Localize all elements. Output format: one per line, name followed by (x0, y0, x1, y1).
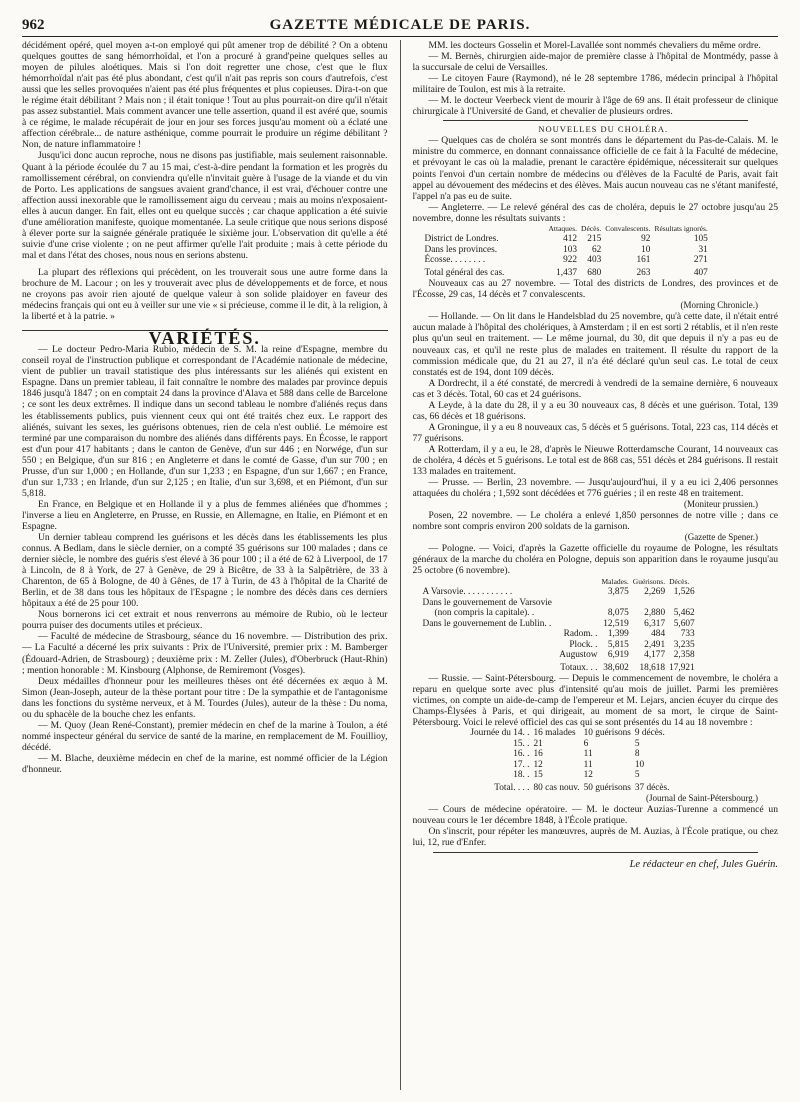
table-cell: 3,235 (673, 639, 695, 650)
editor-signature: Le rédacteur en chef, Jules Guérin. (629, 859, 779, 871)
paragraph: — Prusse. — Berlin, 23 novembre. — Jusqu'aujourd'hui, il y a eu ici 2,406 personnes attaquées du choléra ; 1,592 sont décédées et 776 guéries ; il en reste 48 en traitement. (412, 477, 779, 500)
column-header: Attaques. (548, 223, 578, 233)
column-header: Décès. (669, 576, 690, 586)
table-cell: 12 (533, 759, 543, 770)
table-cell: 80 cas nouv. (533, 782, 580, 793)
row-label: 17. . (513, 759, 530, 770)
paragraph: — M. Blache, deuxième médecin en chef de la marine, est nommé officier de la Légion d'honneur. (22, 752, 388, 775)
source-citation: (Moniteur prussien.) (684, 499, 759, 510)
table-total-row (423, 266, 710, 279)
table-cell: 1,437 (556, 267, 578, 278)
paragraph: On s'inscrit, pour répéter les manœuvres, auprès de M. Auzias, à l'École pratique, ou chez lui, 12, rue d'Enfer. (412, 826, 779, 849)
table-row (421, 587, 697, 598)
row-label: 16. . (513, 749, 530, 760)
source-citation: (Gazette de Spener.) (684, 532, 759, 543)
table-cell: 10 (641, 244, 651, 255)
source-citation: (Morning Chronicle.) (680, 300, 759, 311)
table-cell: 10 (634, 759, 645, 770)
table-row (421, 619, 697, 630)
table-cell: 50 guérisons (583, 782, 631, 793)
paragraph: — M. Quoy (Jean René-Constant), premier médecin en chef de la marine à Toulon, a été nommé inspecteur général du service de santé de la marine, en remplacement de M. Fouillioy, décédé. (22, 719, 388, 753)
table-cell: 922 (563, 255, 578, 266)
table-cell: 2,358 (673, 650, 695, 661)
paragraph: En France, en Belgique et en Hollande il y a plus de femmes aliénées que d'hommes ; l'inverse a lieu en Angleterre, en Prusse, en Russie, en Allemagne, en Italie, en Piémont et en Espagne. (22, 498, 388, 532)
paragraph: décidément opéré, quel moyen a-t-on employé qui pût amener trop de débilité ? On a obtenu quelques gouttes de sang hémorrhoïdal, et l'on a procuré à grand'peine quelques selles au moyen de pilules aloétiques. Mais si l'on doit regretter une chose, c'est que le flux hémorrhoïdal n'ait pas été plus abondant, c'est qu'il n'ait pas repris son cours d'autrefois, c'est aussi que les selles provoquées n'aient pas été plus fréquentes et plus copieuses. Dira-t-on que le régime était débilitant ? Mais non ; il était tonique ! Tout au plus pourrait-on dire qu'il n'était pas assez substantiel. Mais comment avancer une telle assertion, quand il est avéré que, soumis à ce régime, le malade récupérait de jour en jour ses forces jusqu'au moment où a éclaté une affection cérébrale... de nature asthénique, comme pourrait le produire un régime débilitant ? Non, de nature inflammatoire ! (22, 40, 388, 151)
table-cell: 16 malades (533, 728, 576, 739)
table-cell: 1,526 (673, 587, 695, 598)
table-cell: 62 (591, 244, 602, 255)
paragraph: — Hollande. — On lit dans le Handelsblad du 25 novembre, qu'à cette date, il n'était entré aucun malade à l'hôpital des cholériques, à Amsterdam ; il en est sorti 2 rétablis, et il n'en reste plus qu'un seul en traitement. — Le même journal, du 30, dit que depuis il n'y a pas eu de nouveaux cas, et qu'il ne reste plus de malades en traitement. Il résulte du rapport de la commission médicale que, du 21 au 27, il n'a été déclaré qu'un seul cas. Le total de ceux constatés est de 194, dont 109 décès. (412, 311, 779, 378)
poland-table (421, 577, 697, 674)
table-cell: 18,618 (639, 662, 666, 673)
table-row (443, 739, 672, 750)
table-cell: 21 (533, 738, 543, 749)
divider (433, 852, 759, 853)
russia-table (443, 728, 672, 793)
table-cell: 11 (583, 749, 593, 760)
row-label: Journée du 14. . (470, 728, 530, 739)
table-cell (631, 598, 667, 609)
table-cell: 9 décès. (634, 728, 665, 739)
table-cell: 263 (636, 267, 651, 278)
table-cell: 5,607 (673, 618, 695, 629)
column-separator (400, 40, 401, 1090)
table-cell: 10 guérisons (583, 728, 631, 739)
table-cell: 92 (641, 234, 651, 245)
table-cell (667, 598, 697, 609)
paragraph: — Russie. — Saint-Pétersbourg. — Depuis le commencement de novembre, le choléra a reparu en quelque sorte avec plus d'intensité qu'au mois de juillet. Parmi les premières victimes, on compte un aide-de-camp de l'empereur et M. Lejars, ancien écuyer du cirque des Champs-Élysées à Paris, et qui dirigeait, au moment de sa mort, le cirque de Saint-Pétersbourg. Voici le relevé officiel des cas qui se sont présentés du 14 au 18 novembre : (412, 673, 779, 729)
table-cell: 161 (636, 255, 651, 266)
table-total-row (421, 661, 697, 674)
left-column (22, 40, 388, 1090)
column-header: Décès. (581, 223, 602, 233)
table-row (443, 749, 672, 760)
paragraph: A Groningue, il y a eu 8 nouveaux cas, 5 décès et 5 guérisons. Total, 223 cas, 114 décès et 77 guérisons. (412, 421, 779, 444)
row-label: Totaux. . . (560, 662, 598, 673)
paragraph: Nouveaux cas au 27 novembre. — Total des districts de Londres, des provinces et de l'Écosse, 29 cas, 14 décès et 7 convalescents. (412, 278, 779, 301)
row-label: Total général des cas. (424, 267, 505, 278)
section-title-cholera: NOUVELLES DU CHOLÉRA. (538, 124, 669, 135)
right-column (413, 40, 779, 1090)
divider (443, 120, 749, 121)
table-cell (600, 598, 631, 609)
table-cell: 680 (587, 267, 602, 278)
page-number: 962 (22, 17, 45, 33)
paragraph: — M. le docteur Veerbeck vient de mourir à l'âge de 69 ans. Il était professeur de clinique chirurgicale à l'Université de Gand, et chevalier de plusieurs ordres. (412, 95, 779, 118)
paragraph: A Rotterdam, il y a eu, le 28, d'après le Nieuwe Rotterdamsche Courant, 14 nouveaux cas de choléra, 4 décès et 5 guérisons. Le total est de 868 cas, 551 décès et 284 guérisons. Il restait 133 malades en traitement. (412, 443, 779, 478)
paragraph: — Faculté de médecine de Strasbourg, séance du 16 novembre. — Distribution des prix. — La Faculté a décerné les prix suivants : Prix de l'Université, premier prix : M. Bamberger (Édouard-Adrien, de Strasbourg) ; deuxième prix : M. Zeller (Jules), d'Oberbruck (Haut-Rhin) ; mention honorable : M. Kinsbourg (Alphonse, de Remiremont (Vosges). (22, 631, 388, 676)
table-cell: 12 (583, 770, 593, 781)
table-cell: 733 (680, 629, 695, 640)
journal-title: GAZETTE MÉDICALE DE PARIS. (269, 17, 531, 33)
paragraph: MM. les docteurs Gosselin et Morel-Lavallée sont nommés chevaliers du même ordre. (428, 40, 761, 51)
table-row (443, 728, 672, 739)
paragraph: — Le citoyen Faure (Raymond), né le 28 septembre 1786, médecin principal à l'hôpital militaire de Toulon, est mis à la retraite. (412, 73, 779, 96)
table-row (423, 245, 710, 256)
row-label: Radom. . (563, 629, 598, 640)
table-cell: 6,317 (644, 618, 666, 629)
table-cell: 215 (587, 234, 602, 245)
table-cell: 407 (693, 267, 708, 278)
table-row (421, 629, 697, 640)
paragraph: — Le docteur Pedro-Maria Rubio, médecin de S. M. la reine d'Espagne, membre du conseil royal de l'instruction publique et correspondant de l'Académie nationale de médecine, vient de publier un travail statistique des plus intéressants sur les aliénés qui existent en Espagne. Dans un premier tableau, il fait connaître le nombre des malades par province depuis 1846 jusqu'à 1847 ; on en comptait 24 dans la province d'Alava et 588 dans celle de Barcelone ; ce sont les deux extrêmes. Il indique dans un second tableau le nombre d'aliénés reçus dans les établissements publics, puis viennent ceux qui ont été traités chez eux. Le rapport des aliénés, suivant les sexes, les guérisons obtenues, rien de cela n'est oublié. Le mémoire est terminé par une comparaison du nombre des aliénés dans différents pays. En Écosse, le rapport est d'un pour 417 habitants ; dans le canton de Genève, d'un sur 446 ; en Norwége, d'un sur 550 ; en Belgique, d'un sur 816 ; en Angleterre et dans le comté de Gasse, d'un sur 700 ; en Prusse, d'un sur 1,000 ; en Hollande, d'un sur 1,233 ; en Espagne, d'un sur 1,667 ; en France, d'un sur 1,733 ; en Irlande, d'un sur 2,125 ; en Italie, d'un sur 3,698, et en Piémont, d'un sur 5,818. (22, 344, 388, 499)
table-cell: 3,875 (607, 587, 629, 598)
table-row (421, 608, 697, 619)
table-cell: 16 (533, 749, 543, 760)
table-cell: 103 (563, 244, 578, 255)
table-cell: 412 (563, 234, 578, 245)
row-label: Dans le gouvernement de Lublin. . (422, 618, 552, 629)
table-row (423, 255, 710, 266)
paragraph: Deux médailles d'honneur pour les meilleures thèses ont été décernées ex æquo à M. Simon (Jean-Joseph, auteur de la thèse portant pour titre : De la sympathie et de l'antagonisme dans les fonctions du système nerveux, et à M. Tourdes (Jules), auteur de la thèse : Du noma, ou du sphacèle de la bouche chez les enfants. (22, 675, 388, 720)
paragraph: La plupart des réflexions qui précèdent, on les trouverait sous une autre forme dans la brochure de M. Lacour ; on les y trouverait avec plus de développements et de force, et nous ne croyons pas avoir rien ajouté de quelque valeur à son solide plaidoyer en faveur des médecins français qui ont eu à veiller sur une vie « si précieuse, comme il le dit, à la religion, à la liberté et à la patrie. » (22, 266, 388, 323)
table-cell: 2,491 (644, 639, 666, 650)
table-cell: 17,921 (669, 662, 695, 673)
table-cell: 38,602 (603, 662, 629, 673)
table-cell: 2,880 (644, 608, 666, 619)
row-label: Augustow (559, 650, 598, 661)
table-row (421, 640, 697, 651)
column-header: Guérisons. (632, 576, 666, 586)
table-row (443, 760, 672, 771)
row-label: Total. . . . (494, 782, 530, 793)
table-cell: 5 (634, 738, 640, 749)
row-label: Plock. . (569, 639, 598, 650)
column-header: Convalescents. (605, 223, 651, 233)
paragraph: — Cours de médecine opératoire. — M. le docteur Auzias-Turenne a commencé un nouveau cours le 1er décembre 1848, à l'École pratique. (412, 804, 779, 827)
paragraph: A Dordrecht, il a été constaté, de mercredi à vendredi de la semaine dernière, 6 nouveaux cas et 3 décès. Total, 60 cas et 24 guérisons. (412, 377, 779, 400)
row-label: 18. . (513, 770, 530, 781)
table-row (421, 650, 697, 661)
column-header: Résultats ignorés. (654, 223, 708, 233)
paragraph: Jusqu'ici donc aucun reproche, nous ne disons pas justifiable, mais seulement raisonnable. Quant à la période écoulée du 7 au 15 mai, c'est-à-dire pendant la formation et les progrès du ramollissement cérébral, on conviendra qu'elle n'invitait guère à l'usage de la viande et du vin de Porto. Les applications de sangsues avaient grand'chance, il est vrai, d'échouer contre une affection aussi inexorable que le ramollissement aigu du cerveau ; mais au moins n'exposaient-elles à aucun danger. En fait, elles ont eu quelque succès ; car chaque application a été suivie d'une amélioration manifeste, quoique momentanée. La seule critique que nous serions disposé à élever porte sur la saignée générale pratiquée le sixième jour. L'observation dit qu'elle a été suivie d'une crise violente ; on ne peut affirmer qu'elle l'ait produite ; mais à cette période du mal et dans l'état des choses, nous nous en serions abstenu. (22, 150, 388, 261)
table-cell: 271 (693, 255, 708, 266)
table-cell: 1,399 (607, 629, 629, 640)
table-cell: 484 (651, 629, 666, 640)
row-label: Écosse. . . . . . . . (424, 255, 486, 266)
table-cell: 6,919 (607, 650, 629, 661)
table-header-row (421, 577, 697, 588)
page-header (22, 14, 778, 37)
row-label: (non compris la capitale). . (434, 608, 535, 619)
table-cell: 8 (634, 749, 640, 760)
table-cell: 5,462 (673, 608, 695, 619)
table-header-row (423, 224, 710, 235)
table-row (423, 234, 710, 245)
table-row (443, 770, 672, 781)
paragraph: — Quelques cas de choléra se sont montrés dans le département du Pas-de-Calais. M. le ministre du commerce, en donnant connaissance officielle de ce fait à la Faculté de médecine, et prévoyant le cas où la maladie, prenant le caractère épidémique, nécessiterait sur quelques points l'envoi d'un certain nombre de médecins ou d'élèves de la Faculté de Paris, avait fait appel au dévouement des médecins et des élèves. Mais aucun nouveau cas ne s'étant manifesté, l'appel n'a pas eu de suite. (412, 135, 779, 202)
row-label: Dans les provinces. (424, 244, 498, 255)
row-label: 15. . (513, 738, 530, 749)
paragraph: Nous bornerons ici cet extrait et nous renverrons au mémoire de Rubio, où le lecteur pourra puiser des documents utiles et précieux. (22, 609, 388, 632)
paragraph: — Pologne. — Voici, d'après la Gazette officielle du royaume de Pologne, les résultats généraux de la marche du choléra en Pologne, depuis son apparition dans le royaume jusqu'au 25 octobre (6 novembre). (412, 543, 779, 577)
table-cell: 105 (693, 234, 708, 245)
table-cell: 5,815 (607, 639, 629, 650)
table-cell: 15 (533, 770, 543, 781)
table-cell: 11 (583, 759, 593, 770)
column-header: Malades. (601, 576, 629, 586)
paragraph: — M. Bernès, chirurgien aide-major de première classe à l'hôpital de Montmédy, passe à la succursale de celui de Versailles. (412, 51, 779, 74)
table-cell: 37 décès. (634, 782, 670, 793)
row-label: District de Londres. (424, 234, 499, 245)
paragraph: Posen, 22 novembre. — Le choléra a enlevé 1,850 personnes de notre ville ; dans ce nombre sont compris environ 200 soldats de la garnison. (412, 510, 779, 533)
table-cell: 6 (583, 738, 589, 749)
row-label: Dans le gouvernement de Varsovie (422, 597, 552, 608)
table-cell: 5 (634, 770, 640, 781)
table-cell: 31 (698, 244, 708, 255)
england-table (423, 224, 710, 279)
paragraph: Un dernier tableau comprend les guérisons et les décès dans les établissements les plus connus. A Bedlam, dans le siècle dernier, on a compté 35 guérisons sur 100 malades ; dans ce dernier siècle, le nombre des guéris s'est élevé à 36 pour 100 ; il a été de 62 à Liverpool, de 17 à Lincoln, de 8 à York, de 27 à Genève, de 29 à Bicêtre, de 33 à la Salpêtrière, de 33 à Charenton, de 65 à Bologne, de 40 à Gênes, de 17 à Turin, de 43 à l'hôpital de la Charité de Berlin, et de 38 dans tous les hôpitaux de l'Espagne ; le nombre des décès dans ces derniers hôpitaux a été de 25 pour 100. (22, 532, 388, 610)
table-row (421, 598, 697, 609)
table-cell: 2,269 (644, 587, 666, 598)
source-citation: (Journal de Saint-Pétersbourg.) (645, 793, 759, 804)
table-total-row (443, 781, 672, 794)
section-title-varietes: VARIÉTÉS. (148, 328, 261, 349)
table-cell: 8,075 (607, 608, 629, 619)
paragraph: A Leyde, à la date du 28, il y a eu 30 nouveaux cas, 8 décès et une guérison. Total, 139 cas, 66 décès et 18 guérisons. (412, 399, 779, 422)
paragraph: — Angleterre. — Le relevé général des cas de choléra, depuis le 27 octobre jusqu'au 25 novembre, donne les résultats suivants : (412, 201, 779, 224)
row-label: A Varsovie. . . . . . . . . . . (422, 587, 513, 598)
table-cell: 403 (587, 255, 602, 266)
table-cell: 12,519 (603, 618, 629, 629)
table-cell: 4,177 (644, 650, 666, 661)
